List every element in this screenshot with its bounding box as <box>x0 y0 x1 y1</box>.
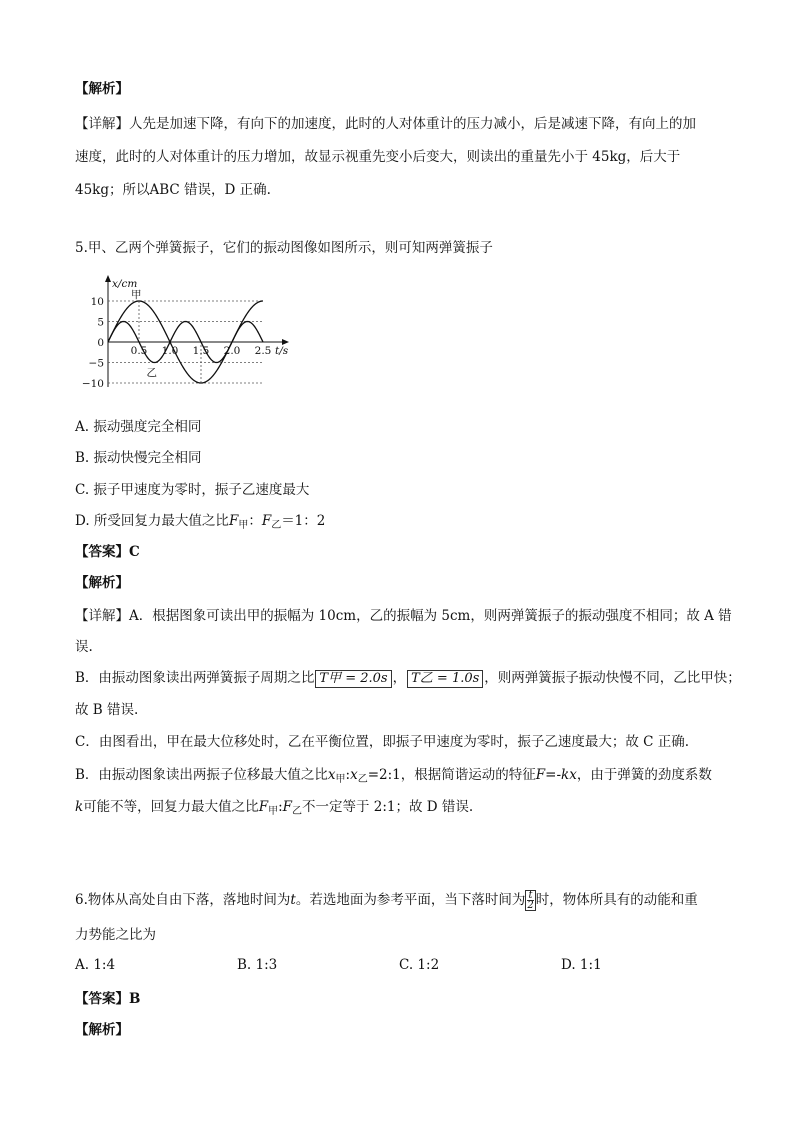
q6-stem-text: 6.物体从高处自由下落，落地时间为 <box>75 892 291 908</box>
explain-3-text: B．由振动图象读出两弹簧振子周期之比 <box>75 670 315 686</box>
q5-explain-5: C．由图看出，甲在最大位移处时，乙在平衡位置，即振子甲速度为零时，振子乙速度最大；故 C 正确. <box>75 734 690 750</box>
x-tick-label: 2.0 <box>223 345 241 357</box>
half-time-fraction <box>525 890 535 911</box>
force-symbol: F <box>282 799 292 815</box>
y-axis-label: x/cm <box>112 278 138 290</box>
y-tick-label: −10 <box>81 378 104 390</box>
q5-stem: 5.甲、乙两个弹簧振子，它们的振动图像如图所示，则可知两弹簧振子 <box>75 240 493 256</box>
colon: ： <box>248 513 262 529</box>
q5-explain-4: 故 B 错误. <box>75 702 139 718</box>
q6-stem-mid: 。若选地面为参考平面，当下落时间为 <box>295 892 526 908</box>
y-tick-label: 10 <box>90 296 104 308</box>
force-symbol: F <box>228 513 239 529</box>
x-tick-label: 2.5 <box>254 345 272 357</box>
x-tick-label: 1.0 <box>161 345 179 357</box>
period-box-jia: T甲 = 2.0s <box>315 670 391 688</box>
subscript-jia: 甲 <box>238 520 249 531</box>
q5-explain-3 <box>75 669 741 688</box>
series-jia-label: 甲 <box>130 289 142 301</box>
subscript-yi: 乙 <box>292 806 302 817</box>
detail-line-3: 45kg；所以ABC 错误，D 正确. <box>75 182 271 198</box>
subscript-jia: 甲 <box>268 806 279 817</box>
option-d-text: D. 所受回复力最大值之比 <box>75 513 229 529</box>
x-symbol: x <box>327 767 336 783</box>
q5-analysis-label: 【解析】 <box>75 575 129 591</box>
q6-stem-tail: 时，物体所具有的动能和重 <box>535 892 698 908</box>
q6-option-d: D. 1:1 <box>561 957 602 973</box>
q5-explain-1: 【详解】A．根据图象可读出甲的振幅为 10cm，乙的振幅为 5cm，则两弹簧振子的振动强度不相同；故 A 错 <box>75 608 732 624</box>
q5-explain-2: 误. <box>75 639 93 655</box>
colon: : <box>345 767 351 783</box>
detail-line-2: 速度，此时的人对体重计的压力增加，故显示视重先变小后变大，则读出的重量先小于 45kg，后大于 <box>75 149 681 165</box>
separator: ， <box>392 670 407 686</box>
subscript-jia: 甲 <box>335 774 346 785</box>
detail-line-1: 【详解】人先是加速下降，有向下的加速度，此时的人对体重计的压力减小，后是减速下降，有向上的加 <box>75 116 696 132</box>
explain-6-end: ，由于弹簧的劲度系数 <box>576 767 712 783</box>
explain-6-text: B．由振动图象读出两振子位移最大值之比 <box>75 767 328 783</box>
y-tick-label: 5 <box>97 316 104 329</box>
q6-stem-line-1 <box>75 890 698 911</box>
q6-option-c: C. 1:2 <box>399 957 440 973</box>
option-c: C. 振子甲速度为零时，振子乙速度最大 <box>75 482 310 498</box>
x-tick-label: 1.5 <box>192 345 210 357</box>
series-yi-label: 乙 <box>146 366 157 379</box>
q6-stem-line-2: 力势能之比为 <box>75 927 156 943</box>
force-symbol: F <box>258 799 269 815</box>
force-symbol: F <box>261 513 272 529</box>
subscript-yi: 乙 <box>271 520 282 531</box>
colon: : <box>278 799 283 815</box>
vibration-chart <box>81 264 300 396</box>
option-d <box>75 512 325 535</box>
q6-option-b: B. 1:3 <box>237 957 278 973</box>
analysis-label: 【解析】 <box>75 81 129 97</box>
hooke-formula: F=-kx <box>535 767 577 783</box>
subscript-yi: 乙 <box>357 774 368 785</box>
q5-answer: 【答案】C <box>75 544 140 560</box>
explain-6-mid: =2:1，根据简谐运动的特征 <box>367 767 536 783</box>
explain-7-text: 可能不等，回复力最大值之比 <box>83 799 259 815</box>
x-axis-label: t/s <box>275 345 289 357</box>
fraction-numerator: t <box>528 890 533 901</box>
q5-explain-7 <box>75 798 473 821</box>
period-box-yi: T乙 = 1.0s <box>407 670 483 688</box>
x-tick-label: 0.5 <box>130 345 148 357</box>
option-a: A. 振动强度完全相同 <box>75 419 202 435</box>
y-tick-label: −5 <box>88 357 104 370</box>
q6-answer: 【答案】B <box>75 991 141 1007</box>
k-symbol: k <box>75 799 84 815</box>
explain-3-tail: ，则两弹簧振子振动快慢不同，乙比甲快； <box>484 670 741 686</box>
q6-option-a: A. 1:4 <box>75 957 116 973</box>
option-b: B. 振动快慢完全相同 <box>75 450 202 466</box>
t-symbol: t <box>290 892 296 908</box>
y-axis-arrow <box>105 275 111 282</box>
q6-analysis-label: 【解析】 <box>75 1022 129 1038</box>
q5-explain-6 <box>75 766 712 789</box>
y-tick-label: 0 <box>97 337 104 349</box>
option-d-ratio: ＝1：2 <box>281 513 326 529</box>
x-symbol: x <box>350 767 358 783</box>
explain-7-end: 不一定等于 2:1；故 D 错误. <box>302 799 474 815</box>
fraction-denominator: 2 <box>527 900 534 911</box>
